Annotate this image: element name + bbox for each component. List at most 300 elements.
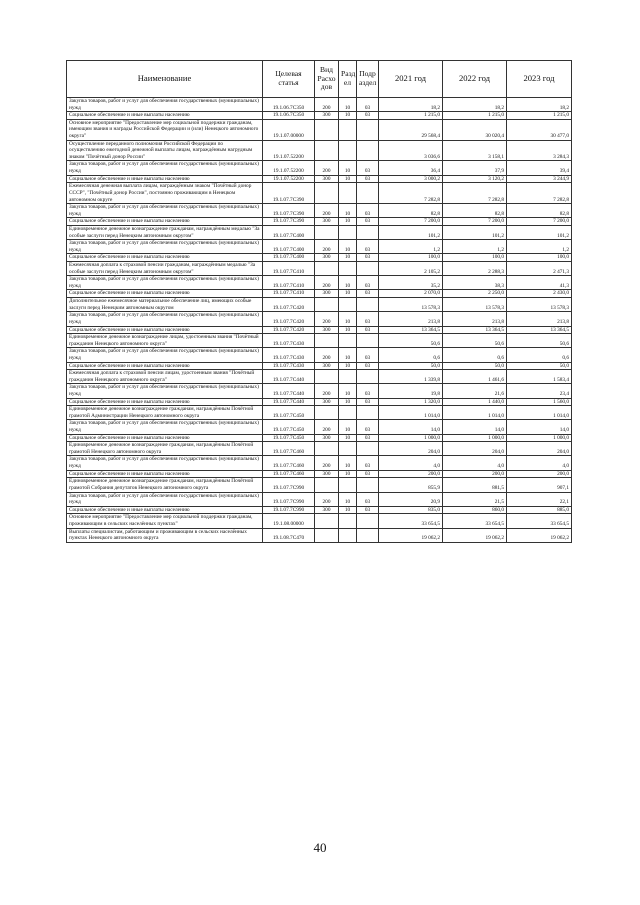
row-amount-2021: 20,9 (379, 492, 443, 506)
row-subsection (357, 298, 379, 312)
row-amount-2022: 1 461,6 (443, 370, 507, 384)
row-subsection: 03 (357, 434, 379, 442)
row-expense-type (315, 334, 339, 348)
table-row (67, 334, 572, 348)
row-name: Единовременное денежное вознаграждение лицам, удостоенным звания "Почётный гражданин Ненецкого автономного округа" (67, 334, 263, 348)
header-expense-type: Вид Расхо дов (315, 61, 339, 98)
row-section (339, 442, 357, 456)
row-subsection: 03 (357, 204, 379, 218)
row-name: Закупка товаров, работ и услуг для обеспечения государственных (муниципальных) нужд (67, 456, 263, 470)
row-section: 10 (339, 290, 357, 298)
row-name: Закупка товаров, работ и услуг для обеспечения государственных (муниципальных) нужд (67, 276, 263, 290)
header-name: Наименование (67, 61, 263, 98)
table-row (67, 528, 572, 542)
header-section: Разд ел (339, 61, 357, 98)
row-amount-2021: 1 000,0 (379, 434, 443, 442)
row-subsection: 03 (357, 456, 379, 470)
row-subsection (357, 478, 379, 492)
row-section (339, 140, 357, 161)
row-subsection (357, 528, 379, 542)
row-section (339, 334, 357, 348)
row-section: 10 (339, 312, 357, 326)
row-expense-type (315, 262, 339, 276)
row-amount-2023: 50,0 (507, 362, 572, 370)
row-expense-type (315, 370, 339, 384)
row-name: Социальное обеспечение и иные выплаты населению (67, 175, 263, 183)
row-target-article: 19.1.07.7С450 (263, 434, 315, 442)
row-expense-type: 200 (315, 276, 339, 290)
row-target-article: 19.1.07.7С440 (263, 398, 315, 406)
row-target-article: 19.1.08.7С470 (263, 528, 315, 542)
row-target-article: 19.1.07.7С420 (263, 312, 315, 326)
row-expense-type: 300 (315, 254, 339, 262)
row-amount-2021: 18,2 (379, 98, 443, 112)
row-amount-2021: 213,8 (379, 312, 443, 326)
row-amount-2022: 38,3 (443, 276, 507, 290)
row-amount-2023: 19 062,2 (507, 528, 572, 542)
table-row (67, 290, 572, 298)
table-row (67, 175, 572, 183)
table-row (67, 470, 572, 478)
row-amount-2022: 204,0 (443, 442, 507, 456)
table-row (67, 112, 572, 120)
row-section: 10 (339, 204, 357, 218)
row-amount-2021: 3 036,6 (379, 140, 443, 161)
row-name: Социальное обеспечение и иные выплаты населению (67, 434, 263, 442)
row-amount-2023: 3 284,3 (507, 140, 572, 161)
row-amount-2021: 50,0 (379, 362, 443, 370)
header-subsection: Подр аздел (357, 61, 379, 98)
row-section: 10 (339, 398, 357, 406)
row-amount-2023: 7 200,0 (507, 218, 572, 226)
row-amount-2022: 881,5 (443, 478, 507, 492)
row-amount-2022: 1 215,0 (443, 112, 507, 120)
row-amount-2022: 2 288,3 (443, 262, 507, 276)
row-name: Ежемесячная доплата к страховой пенсии лицам, удостоенным звания "Почётный гражданин Ненецкого автономного округа" (67, 370, 263, 384)
row-amount-2023: 213,8 (507, 312, 572, 326)
row-section: 10 (339, 420, 357, 434)
row-amount-2023: 0,6 (507, 348, 572, 362)
row-target-article: 19.1.07.7С450 (263, 406, 315, 420)
row-amount-2023: 82,8 (507, 204, 572, 218)
row-name: Социальное обеспечение и иные выплаты населению (67, 290, 263, 298)
table-header (67, 61, 572, 98)
row-amount-2022: 1 014,0 (443, 406, 507, 420)
table-row (67, 406, 572, 420)
row-amount-2021: 1 339,8 (379, 370, 443, 384)
row-amount-2022: 82,8 (443, 204, 507, 218)
row-amount-2022: 21,5 (443, 492, 507, 506)
row-subsection (357, 370, 379, 384)
row-amount-2022: 50,0 (443, 362, 507, 370)
row-amount-2021: 835,0 (379, 506, 443, 514)
row-subsection: 03 (357, 218, 379, 226)
row-amount-2021: 7 282,8 (379, 183, 443, 204)
row-section: 10 (339, 161, 357, 175)
row-target-article: 19.1.07.7С420 (263, 326, 315, 334)
row-section (339, 478, 357, 492)
table-row (67, 262, 572, 276)
row-subsection: 03 (357, 398, 379, 406)
row-amount-2022: 30 020,4 (443, 119, 507, 140)
row-target-article: 19.1.07.00000 (263, 119, 315, 140)
row-amount-2022: 37,9 (443, 161, 507, 175)
table-row (67, 298, 572, 312)
table-row (67, 442, 572, 456)
row-amount-2021: 1 014,0 (379, 406, 443, 420)
row-amount-2021: 29 568,4 (379, 119, 443, 140)
row-subsection: 03 (357, 290, 379, 298)
row-name: Социальное обеспечение и иные выплаты населению (67, 398, 263, 406)
row-subsection: 03 (357, 348, 379, 362)
row-amount-2023: 13 364,5 (507, 326, 572, 334)
row-section: 10 (339, 240, 357, 254)
row-amount-2021: 13 578,3 (379, 298, 443, 312)
row-name: Социальное обеспечение и иные выплаты населению (67, 362, 263, 370)
table-row (67, 161, 572, 175)
row-amount-2022: 13 364,5 (443, 326, 507, 334)
row-amount-2023: 885,0 (507, 506, 572, 514)
row-amount-2022: 860,0 (443, 506, 507, 514)
row-subsection: 03 (357, 276, 379, 290)
row-expense-type: 200 (315, 161, 339, 175)
row-amount-2022: 213,8 (443, 312, 507, 326)
row-target-article: 19.1.07.52200 (263, 140, 315, 161)
row-expense-type: 200 (315, 312, 339, 326)
row-amount-2021: 19,8 (379, 384, 443, 398)
row-amount-2022: 4,0 (443, 456, 507, 470)
row-amount-2022: 14,0 (443, 420, 507, 434)
row-amount-2021: 204,0 (379, 442, 443, 456)
row-amount-2023: 200,0 (507, 470, 572, 478)
row-expense-type (315, 478, 339, 492)
row-amount-2023: 50,6 (507, 334, 572, 348)
row-expense-type: 300 (315, 470, 339, 478)
row-name: Закупка товаров, работ и услуг для обеспечения государственных (муниципальных) нужд (67, 312, 263, 326)
table-row (67, 312, 572, 326)
row-target-article: 19.1.07.7С390 (263, 204, 315, 218)
row-expense-type: 300 (315, 290, 339, 298)
row-target-article: 19.1.07.7С410 (263, 290, 315, 298)
row-subsection (357, 334, 379, 348)
row-amount-2021: 13 364,5 (379, 326, 443, 334)
row-target-article: 19.1.07.7С440 (263, 384, 315, 398)
row-amount-2023: 2 471,3 (507, 262, 572, 276)
table-row (67, 240, 572, 254)
table-row (67, 384, 572, 398)
row-name: Закупка товаров, работ и услуг для обеспечения государственных (муниципальных) нужд (67, 204, 263, 218)
row-expense-type: 200 (315, 240, 339, 254)
row-subsection (357, 225, 379, 239)
row-amount-2023: 13 578,3 (507, 298, 572, 312)
row-amount-2021: 19 062,2 (379, 528, 443, 542)
row-target-article: 19.1.07.7С390 (263, 218, 315, 226)
row-subsection (357, 406, 379, 420)
row-subsection: 03 (357, 312, 379, 326)
table-row (67, 420, 572, 434)
row-amount-2023: 3 244,9 (507, 175, 572, 183)
row-target-article: 19.1.07.7С450 (263, 420, 315, 434)
row-amount-2023: 18,2 (507, 98, 572, 112)
row-name: Закупка товаров, работ и услуг для обеспечения государственных (муниципальных) нужд (67, 492, 263, 506)
row-target-article: 19.1.08.00000 (263, 514, 315, 528)
row-amount-2021: 33 654,5 (379, 514, 443, 528)
row-amount-2022: 100,0 (443, 254, 507, 262)
row-name: Закупка товаров, работ и услуг для обеспечения государственных (муниципальных) нужд (67, 98, 263, 112)
row-name: Выплаты специалистам, работающим и проживающим в сельских населённых пунктах Ненецкого автономного округа (67, 528, 263, 542)
row-amount-2023: 30 477,0 (507, 119, 572, 140)
row-name: Закупка товаров, работ и услуг для обеспечения государственных (муниципальных) нужд (67, 161, 263, 175)
row-expense-type (315, 528, 339, 542)
row-name: Закупка товаров, работ и услуг для обеспечения государственных (муниципальных) нужд (67, 348, 263, 362)
table-row (67, 98, 572, 112)
row-amount-2023: 1 000,0 (507, 434, 572, 442)
row-section (339, 119, 357, 140)
row-section: 10 (339, 348, 357, 362)
row-section: 10 (339, 492, 357, 506)
row-amount-2023: 33 654,5 (507, 514, 572, 528)
row-amount-2023: 1 560,0 (507, 398, 572, 406)
row-amount-2023: 2 430,0 (507, 290, 572, 298)
row-amount-2021: 200,0 (379, 470, 443, 478)
header-year-2022: 2022 год (443, 61, 507, 98)
row-target-article: 19.1.07.7С400 (263, 254, 315, 262)
row-amount-2023: 1,2 (507, 240, 572, 254)
row-expense-type (315, 119, 339, 140)
row-expense-type: 200 (315, 492, 339, 506)
row-amount-2023: 1 215,0 (507, 112, 572, 120)
row-target-article: 19.1.07.7С990 (263, 478, 315, 492)
row-subsection: 03 (357, 470, 379, 478)
row-name: Ежемесячная денежная выплата лицам, награждённым знаком "Почётный донор СССР", "Почётный донор России", постоянно проживающим в Ненецком автономном округе (67, 183, 263, 204)
table-row (67, 276, 572, 290)
table-row (67, 183, 572, 204)
row-name: Основное мероприятие "Предоставление мер социальной поддержки гражданам, имеющим звания и награды Российской Федерации и (или) Ненецкого автономного округа" (67, 119, 263, 140)
row-expense-type: 300 (315, 506, 339, 514)
row-amount-2022: 19 062,2 (443, 528, 507, 542)
row-amount-2021: 1 320,0 (379, 398, 443, 406)
row-amount-2021: 100,0 (379, 254, 443, 262)
row-target-article: 19.1.07.7С410 (263, 262, 315, 276)
row-amount-2021: 35,2 (379, 276, 443, 290)
row-target-article: 19.1.07.7С420 (263, 298, 315, 312)
row-amount-2021: 50,6 (379, 334, 443, 348)
row-section: 10 (339, 326, 357, 334)
row-section: 10 (339, 254, 357, 262)
row-expense-type (315, 225, 339, 239)
row-section: 10 (339, 456, 357, 470)
row-name: Основное мероприятие "Предоставление мер социальной поддержки гражданам, проживающим в сельских населённых пунктах" (67, 514, 263, 528)
row-expense-type: 300 (315, 398, 339, 406)
table-row (67, 478, 572, 492)
row-name: Закупка товаров, работ и услуг для обеспечения государственных (муниципальных) нужд (67, 420, 263, 434)
row-amount-2023: 14,0 (507, 420, 572, 434)
row-name: Социальное обеспечение и иные выплаты населению (67, 254, 263, 262)
row-section: 10 (339, 470, 357, 478)
row-subsection (357, 262, 379, 276)
row-expense-type (315, 140, 339, 161)
row-name: Социальное обеспечение и иные выплаты населению (67, 470, 263, 478)
table-row (67, 119, 572, 140)
row-amount-2021: 82,8 (379, 204, 443, 218)
row-section: 10 (339, 276, 357, 290)
row-expense-type: 200 (315, 456, 339, 470)
row-amount-2023: 22,1 (507, 492, 572, 506)
row-subsection: 03 (357, 240, 379, 254)
row-expense-type (315, 442, 339, 456)
row-amount-2022: 13 578,3 (443, 298, 507, 312)
row-expense-type (315, 298, 339, 312)
table-body (67, 98, 572, 543)
row-amount-2023: 41,3 (507, 276, 572, 290)
row-amount-2023: 39,4 (507, 161, 572, 175)
row-expense-type: 200 (315, 420, 339, 434)
table-row (67, 492, 572, 506)
row-section (339, 225, 357, 239)
row-expense-type: 300 (315, 434, 339, 442)
row-target-article: 19.1.07.7С430 (263, 334, 315, 348)
row-name: Единовременное денежное вознаграждение гражданам, награждённым медалью "За особые заслуги перед Ненецким автономным округом" (67, 225, 263, 239)
row-subsection: 03 (357, 326, 379, 334)
row-section (339, 528, 357, 542)
row-amount-2021: 7 200,0 (379, 218, 443, 226)
row-amount-2022: 7 200,0 (443, 218, 507, 226)
row-amount-2022: 200,0 (443, 470, 507, 478)
row-section (339, 183, 357, 204)
row-amount-2022: 0,6 (443, 348, 507, 362)
row-amount-2021: 2 070,0 (379, 290, 443, 298)
row-expense-type (315, 514, 339, 528)
row-expense-type (315, 183, 339, 204)
row-amount-2022: 1 000,0 (443, 434, 507, 442)
row-amount-2023: 204,0 (507, 442, 572, 456)
table-row (67, 514, 572, 528)
row-target-article: 19.1.07.7С460 (263, 470, 315, 478)
row-name: Социальное обеспечение и иные выплаты населению (67, 218, 263, 226)
row-target-article: 19.1.07.52200 (263, 161, 315, 175)
table-row (67, 204, 572, 218)
row-amount-2023: 7 282,8 (507, 183, 572, 204)
row-expense-type: 200 (315, 348, 339, 362)
row-amount-2022: 7 282,8 (443, 183, 507, 204)
row-section: 10 (339, 384, 357, 398)
row-name: Единовременное денежное вознаграждение гражданам, награждённым Почётной грамотой Администрации Ненецкого автономного округа (67, 406, 263, 420)
row-subsection: 03 (357, 384, 379, 398)
row-subsection: 03 (357, 161, 379, 175)
row-amount-2023: 1 014,0 (507, 406, 572, 420)
row-section: 10 (339, 434, 357, 442)
row-amount-2023: 23,4 (507, 384, 572, 398)
header-year-2021: 2021 год (379, 61, 443, 98)
row-expense-type: 300 (315, 362, 339, 370)
row-section: 10 (339, 506, 357, 514)
row-amount-2022: 33 654,5 (443, 514, 507, 528)
row-target-article: 19.1.06.7С350 (263, 98, 315, 112)
row-amount-2022: 50,6 (443, 334, 507, 348)
row-target-article: 19.1.07.7С410 (263, 276, 315, 290)
budget-table (66, 60, 572, 543)
row-target-article: 19.1.07.7С440 (263, 370, 315, 384)
row-section: 10 (339, 112, 357, 120)
table-row (67, 456, 572, 470)
row-name: Закупка товаров, работ и услуг для обеспечения государственных (муниципальных) нужд (67, 240, 263, 254)
table-row (67, 370, 572, 384)
row-section (339, 514, 357, 528)
row-amount-2021: 1,2 (379, 240, 443, 254)
row-target-article: 19.1.07.7С460 (263, 456, 315, 470)
row-amount-2023: 1 583,4 (507, 370, 572, 384)
page-number: 40 (313, 840, 327, 855)
row-subsection: 03 (357, 506, 379, 514)
table-row (67, 140, 572, 161)
row-subsection: 03 (357, 362, 379, 370)
row-subsection: 03 (357, 492, 379, 506)
row-amount-2021: 2 105,2 (379, 262, 443, 276)
row-section (339, 406, 357, 420)
row-name: Осуществление переданного полномочия Российской Федерации по осуществлению ежегодной денежной выплаты лицам, награждённым нагрудным знаком "Почётный донор России" (67, 140, 263, 161)
row-amount-2021: 36,4 (379, 161, 443, 175)
row-subsection (357, 183, 379, 204)
row-subsection: 03 (357, 112, 379, 120)
row-amount-2022: 1,2 (443, 240, 507, 254)
row-section: 10 (339, 175, 357, 183)
row-name: Социальное обеспечение и иные выплаты населению (67, 506, 263, 514)
row-section: 10 (339, 98, 357, 112)
row-target-article: 19.1.07.7С400 (263, 240, 315, 254)
row-amount-2022: 2 250,0 (443, 290, 507, 298)
row-target-article: 19.1.07.7С430 (263, 348, 315, 362)
row-amount-2023: 100,0 (507, 254, 572, 262)
row-amount-2021: 1 215,0 (379, 112, 443, 120)
row-amount-2021: 0,6 (379, 348, 443, 362)
row-amount-2022: 1 440,0 (443, 398, 507, 406)
table-row (67, 225, 572, 239)
header-target-article: Целевая статья (263, 61, 315, 98)
row-target-article: 19.1.07.7С460 (263, 442, 315, 456)
row-subsection (357, 514, 379, 528)
row-amount-2021: 855,9 (379, 478, 443, 492)
row-section: 10 (339, 362, 357, 370)
row-amount-2021: 14,0 (379, 420, 443, 434)
row-subsection: 03 (357, 420, 379, 434)
table-row (67, 506, 572, 514)
row-expense-type: 300 (315, 326, 339, 334)
table-row (67, 348, 572, 362)
row-target-article: 19.1.07.7С430 (263, 362, 315, 370)
row-expense-type: 200 (315, 204, 339, 218)
row-name: Единовременное денежное вознаграждение гражданам, награждённым Почётной грамотой Ненецкого автономного округа (67, 442, 263, 456)
table-row (67, 362, 572, 370)
table-row (67, 254, 572, 262)
row-expense-type (315, 406, 339, 420)
table-row (67, 218, 572, 226)
row-section (339, 262, 357, 276)
table-row (67, 398, 572, 406)
row-subsection (357, 140, 379, 161)
row-name: Единовременное денежное вознаграждение гражданам, награждённым Почётной грамотой Собрания депутатов Ненецкого автономного округа (67, 478, 263, 492)
row-amount-2022: 3 158,1 (443, 140, 507, 161)
row-amount-2022: 101,2 (443, 225, 507, 239)
row-name: Социальное обеспечение и иные выплаты населению (67, 112, 263, 120)
row-expense-type: 300 (315, 175, 339, 183)
row-section (339, 298, 357, 312)
row-target-article: 19.1.07.7С400 (263, 225, 315, 239)
row-subsection: 03 (357, 98, 379, 112)
row-name: Социальное обеспечение и иные выплаты населению (67, 326, 263, 334)
row-amount-2023: 101,2 (507, 225, 572, 239)
row-expense-type: 200 (315, 384, 339, 398)
row-target-article: 19.1.07.7С990 (263, 492, 315, 506)
